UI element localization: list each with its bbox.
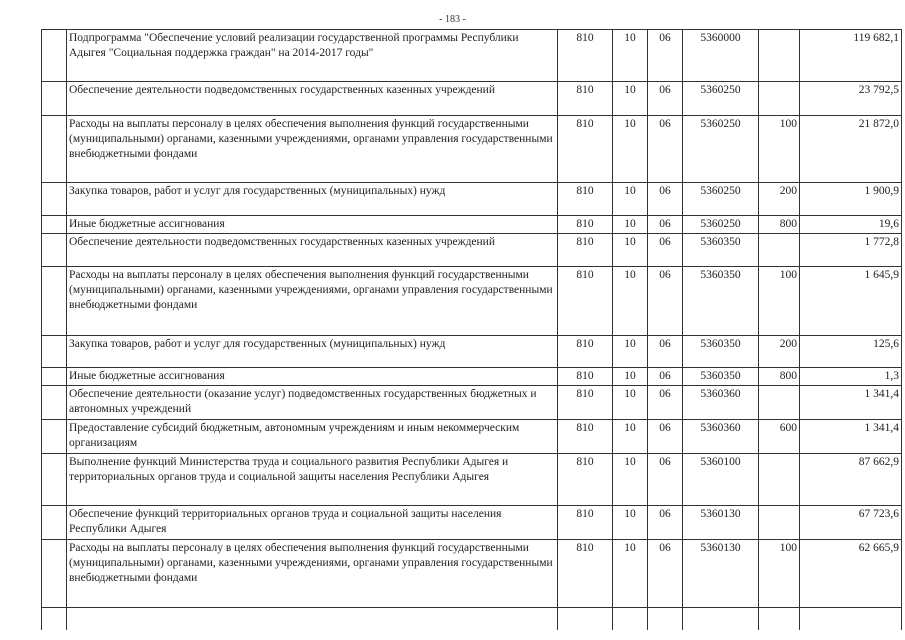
row-expense-type: 100 [759, 267, 800, 336]
row-blank-cell [42, 234, 67, 267]
row-ministry-code: 810 [558, 183, 613, 216]
row-name: Подпрограмма "Обеспечение условий реализации государственной программы Республики Адыгея "Социальная поддержка граждан" на 2014-2017 годы" [67, 30, 558, 82]
row-name: Обеспечение деятельности (оказание услуг) подведомственных государственных бюджетных и автономных учреждений [67, 386, 558, 420]
row-section: 10 [613, 82, 648, 116]
row-target-article: 5360100 [683, 454, 759, 506]
row-blank-cell [42, 183, 67, 216]
row-sum: 87 662,9 [800, 454, 902, 506]
table-row [42, 216, 902, 234]
row-blank-cell [42, 386, 67, 420]
row-target-article: 5360000 [683, 30, 759, 82]
row-expense-type [759, 386, 800, 420]
row-sum: 21 872,0 [800, 116, 902, 183]
row-ministry-code: 810 [558, 540, 613, 608]
row-section: 10 [613, 267, 648, 336]
row-expense-type: 600 [759, 420, 800, 454]
row-target-article: 5360360 [683, 386, 759, 420]
table-row [42, 386, 902, 420]
row-section: 10 [613, 368, 648, 386]
row-expense-type: 200 [759, 183, 800, 216]
row-expense-type [759, 82, 800, 116]
row-target-article: 5360250 [683, 82, 759, 116]
row-target-article: 5360350 [683, 336, 759, 368]
row-ministry-code: 810 [558, 82, 613, 116]
row-expense-type [759, 506, 800, 540]
row-subsection: 06 [648, 540, 683, 608]
row-sum: 67 723,6 [800, 506, 902, 540]
row-name: Закупка товаров, работ и услуг для государственных (муниципальных) нужд [67, 183, 558, 216]
table-row [42, 368, 902, 386]
row-blank-cell [42, 30, 67, 82]
row-blank-cell [42, 506, 67, 540]
row-sum: 1 341,4 [800, 386, 902, 420]
row-target-article: 5360130 [683, 540, 759, 608]
row-name: Обеспечение деятельности подведомственных государственных казенных учреждений [67, 82, 558, 116]
row-ministry-code: 810 [558, 30, 613, 82]
row-section: 10 [613, 116, 648, 183]
row-subsection: 06 [648, 506, 683, 540]
row-sum: 1 645,9 [800, 267, 902, 336]
row-blank-cell [42, 116, 67, 183]
row-blank-cell [42, 540, 67, 608]
row-subsection: 06 [648, 267, 683, 336]
table-row [42, 454, 902, 506]
row-sum: 125,6 [800, 336, 902, 368]
row-blank-cell [42, 267, 67, 336]
row-blank-cell [42, 216, 67, 234]
row-blank-cell [42, 82, 67, 116]
row-subsection: 06 [648, 336, 683, 368]
row-blank-cell [42, 368, 67, 386]
row-target-article: 5360350 [683, 234, 759, 267]
row-ministry-code: 810 [558, 420, 613, 454]
row-subsection: 06 [648, 116, 683, 183]
row-sum: 1 772,8 [800, 234, 902, 267]
row-sum: 23 792,5 [800, 82, 902, 116]
row-ministry-code: 810 [558, 116, 613, 183]
row-name: Выполнение функций Министерства труда и социального развития Республики Адыгея и территориальных органов труда и социальной защиты населения Республики Адыгея [67, 454, 558, 506]
row-section: 10 [613, 216, 648, 234]
row-ministry-code: 810 [558, 336, 613, 368]
row-ministry-code: 810 [558, 368, 613, 386]
table-row [42, 506, 902, 540]
row-sum: 1 341,4 [800, 420, 902, 454]
row-target-article: 5360250 [683, 183, 759, 216]
row-expense-type: 200 [759, 336, 800, 368]
row-section: 10 [613, 234, 648, 267]
row-expense-type [759, 234, 800, 267]
row-blank-cell [42, 420, 67, 454]
row-blank-cell [42, 336, 67, 368]
row-ministry-code: 810 [558, 386, 613, 420]
row-ministry-code: 810 [558, 506, 613, 540]
row-name: Расходы на выплаты персоналу в целях обеспечения выполнения функций государственными (муниципальными) органами, казенными учреждениями, органами управления государственными внебюджетными фондами [67, 267, 558, 336]
table-row [42, 82, 902, 116]
row-ministry-code: 810 [558, 234, 613, 267]
table-row [42, 267, 902, 336]
row-sum: 1 900,9 [800, 183, 902, 216]
row-name: Расходы на выплаты персоналу в целях обеспечения выполнения функций государственными (муниципальными) органами, казенными учреждениями, органами управления государственными внебюджетными фондами [67, 116, 558, 183]
row-section: 10 [613, 506, 648, 540]
row-target-article: 5360350 [683, 368, 759, 386]
row-subsection: 06 [648, 454, 683, 506]
table-row [42, 30, 902, 82]
table-row [42, 234, 902, 267]
row-section: 10 [613, 386, 648, 420]
row-expense-type [759, 30, 800, 82]
table-row [42, 420, 902, 454]
row-target-article: 5360360 [683, 420, 759, 454]
row-expense-type [759, 454, 800, 506]
row-target-article: 5360250 [683, 216, 759, 234]
row-subsection: 06 [648, 234, 683, 267]
table-row [42, 336, 902, 368]
row-sum: 119 682,1 [800, 30, 902, 82]
row-expense-type: 100 [759, 116, 800, 183]
row-sum: 1,3 [800, 368, 902, 386]
row-expense-type: 800 [759, 368, 800, 386]
row-target-article: 5360350 [683, 267, 759, 336]
row-subsection: 06 [648, 386, 683, 420]
row-target-article: 5360250 [683, 116, 759, 183]
row-blank-cell [42, 454, 67, 506]
row-section: 10 [613, 454, 648, 506]
row-sum: 62 665,9 [800, 540, 902, 608]
row-name: Обеспечение деятельности подведомственных государственных казенных учреждений [67, 234, 558, 267]
row-ministry-code: 810 [558, 454, 613, 506]
row-ministry-code: 810 [558, 216, 613, 234]
row-subsection: 06 [648, 82, 683, 116]
row-sum: 19,6 [800, 216, 902, 234]
row-subsection: 06 [648, 216, 683, 234]
table-row [42, 540, 902, 608]
row-subsection: 06 [648, 368, 683, 386]
table-row [42, 116, 902, 183]
row-subsection: 06 [648, 30, 683, 82]
row-subsection: 06 [648, 420, 683, 454]
table-row-partial [42, 608, 902, 631]
row-section: 10 [613, 183, 648, 216]
row-section: 10 [613, 30, 648, 82]
row-name: Расходы на выплаты персоналу в целях обеспечения выполнения функций государственными (муниципальными) органами, казенными учреждениями, органами управления государственными внебюджетными фондами [67, 540, 558, 608]
row-ministry-code: 810 [558, 267, 613, 336]
row-name: Иные бюджетные ассигнования [67, 368, 558, 386]
row-target-article: 5360130 [683, 506, 759, 540]
row-section: 10 [613, 420, 648, 454]
row-name: Обеспечение функций территориальных органов труда и социальной защиты населения Республики Адыгея [67, 506, 558, 540]
row-expense-type: 800 [759, 216, 800, 234]
row-section: 10 [613, 336, 648, 368]
page-number: - 183 - [439, 14, 466, 25]
table-row [42, 183, 902, 216]
row-name: Закупка товаров, работ и услуг для государственных (муниципальных) нужд [67, 336, 558, 368]
row-subsection: 06 [648, 183, 683, 216]
row-name: Предоставление субсидий бюджетным, автономным учреждениям и иным некоммерческим организациям [67, 420, 558, 454]
row-name: Иные бюджетные ассигнования [67, 216, 558, 234]
budget-table [41, 29, 902, 630]
row-expense-type: 100 [759, 540, 800, 608]
row-section: 10 [613, 540, 648, 608]
